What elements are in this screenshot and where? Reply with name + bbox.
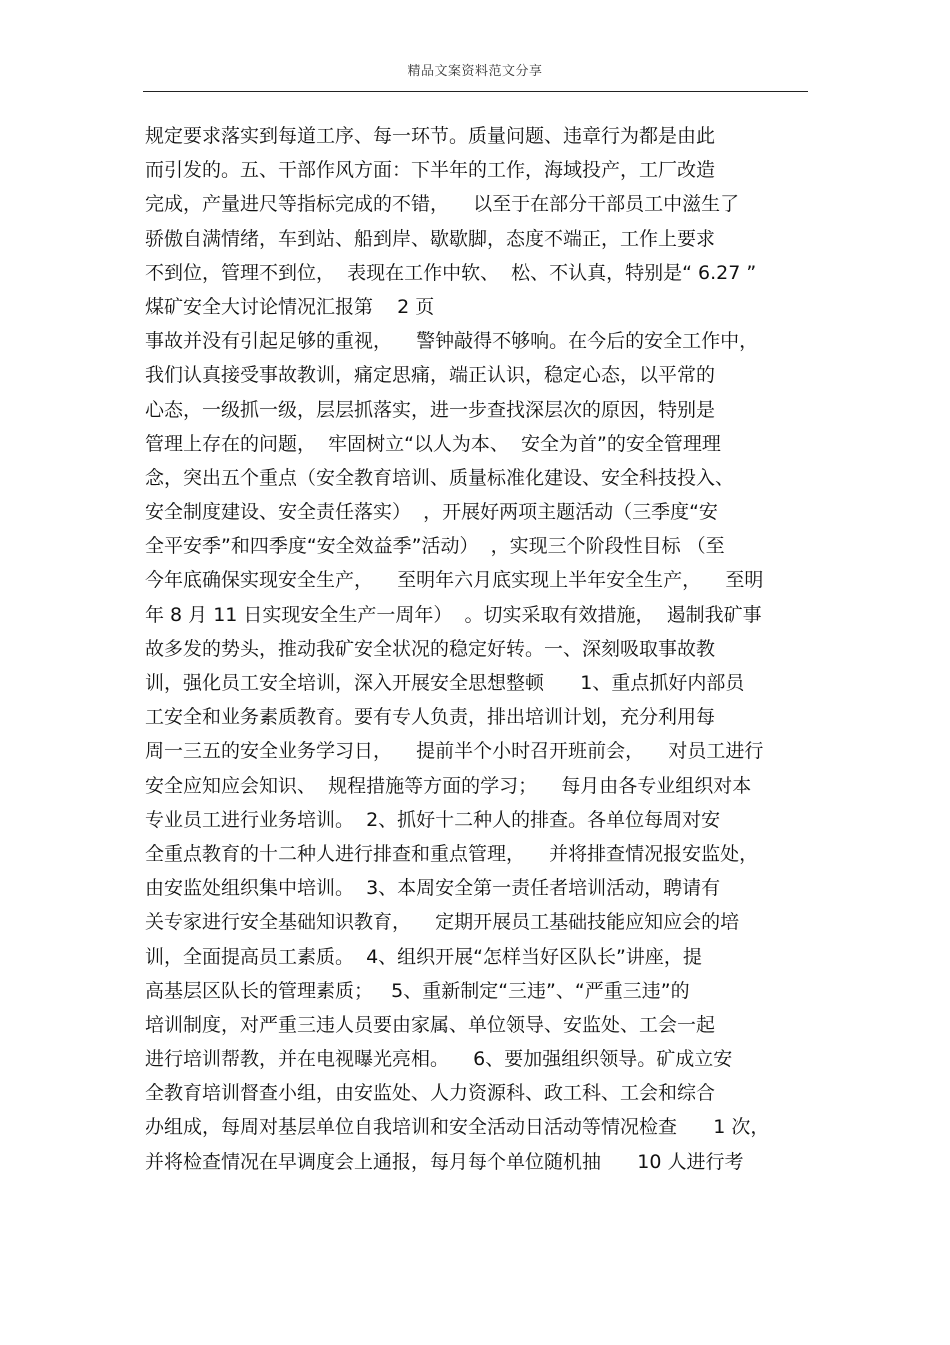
text-line: 事故并没有引起足够的重视， 警钟敲得不够响。在今后的安全工作中， (145, 330, 759, 353)
text-line: 念，突出五个重点（安全教育培训、质量标准化建设、安全科技投入、 (145, 466, 735, 489)
text-line: 训，强化员工安全培训，深入开展安全思想整顿 1、重点抓好内部员 (145, 672, 745, 694)
text-line: 培训制度，对严重三违人员要由家属、单位领导、安监处、工会一起 (145, 1013, 716, 1036)
text-line: 专业员工进行业务培训。 2、抓好十二种人的排查。各单位每周对安 (145, 808, 721, 831)
text-line: 而引发的。五、干部作风方面：下半年的工作，海域投产，工厂改造 (145, 159, 716, 182)
text-line: 年 8 月 11 日实现安全生产一周年） 。切实采取有效措施， 遏制我矿事 (145, 603, 762, 626)
text-line: 安全应知应会知识、 规程措施等方面的学习； 每月由各专业组织对本 (145, 774, 752, 797)
text-line: 由安监处组织集中培训。 3、本周安全第一责任者培训活动，聘请有 (145, 877, 721, 900)
text-line: 全重点教育的十二种人进行排查和重点管理， 并将排查情况报安监处， (145, 842, 759, 865)
text-line: 周一三五的安全业务学习日， 提前半个小时召开班前会， 对员工进行 (145, 740, 764, 763)
text-line: 我们认真接受事故教训，痛定思痛，端正认识，稳定心态，以平常的 (145, 364, 716, 387)
text-line: 进行培训帮教，并在电视曝光亮相。 6、要加强组织领导。矿成立安 (145, 1048, 733, 1071)
header-divider (143, 91, 808, 92)
text-line: 骄傲自满情绪，车到站、船到岸、歇歇脚，态度不端正，工作上要求 (145, 227, 716, 250)
text-line: 安全制度建设、安全责任落实） ，开展好两项主题活动（三季度“安 (145, 501, 718, 524)
text-line: 管理上存在的问题， 牢固树立“以人为本、 安全为首”的安全管理理 (145, 432, 721, 455)
text-line: 并将检查情况在早调度会上通报，每月每个单位随机抽 10 人进行考 (145, 1150, 744, 1173)
text-line: 规定要求落实到每道工序、每一环节。质量问题、违章行为都是由此 (145, 125, 716, 147)
body-text (145, 119, 825, 1179)
text-line: 故多发的势头，推动我矿安全状况的稳定好转。一、深刻吸取事故教 (145, 637, 716, 660)
page-footer-text: 煤矿安全大讨论情况汇报第 2 页 (145, 295, 435, 318)
text-line: 心态，一级抓一级，层层抓落实，进一步查找深层次的原因，特别是 (145, 398, 716, 421)
text-line: 工安全和业务素质教育。要有专人负责，排出培训计划，充分利用每 (145, 706, 716, 729)
text-line: 今年底确保实现安全生产， 至明年六月底实现上半年安全生产， 至明 (145, 569, 764, 592)
text-line: 关专家进行安全基础知识教育， 定期开展员工基础技能应知应会的培 (145, 911, 740, 934)
page-header: 精品文案资料范文分享 (407, 64, 543, 79)
text-line: 全平安季”和四季度“安全效益季”活动） ，实现三个阶段性目标 （至 (145, 535, 725, 558)
text-line: 全教育培训督查小组，由安监处、人力资源科、政工科、工会和综合 (145, 1082, 716, 1105)
text-line: 完成，产量进尺等指标完成的不错， 以至于在部分干部员工中滋生了 (145, 193, 740, 216)
text-line: 训，全面提高员工素质。 4、组织开展“怎样当好区队长”讲座，提 (145, 945, 702, 968)
text-line: 不到位，管理不到位， 表现在工作中软、 松、不认真，特别是“ 6.27 ” (145, 261, 757, 284)
text-line: 高基层区队长的管理素质； 5、重新制定“三违”、“严重三违”的 (145, 979, 690, 1002)
text-line: 办组成，每周对基层单位自我培训和安全活动日活动等情况检查 1 次， (145, 1116, 770, 1139)
